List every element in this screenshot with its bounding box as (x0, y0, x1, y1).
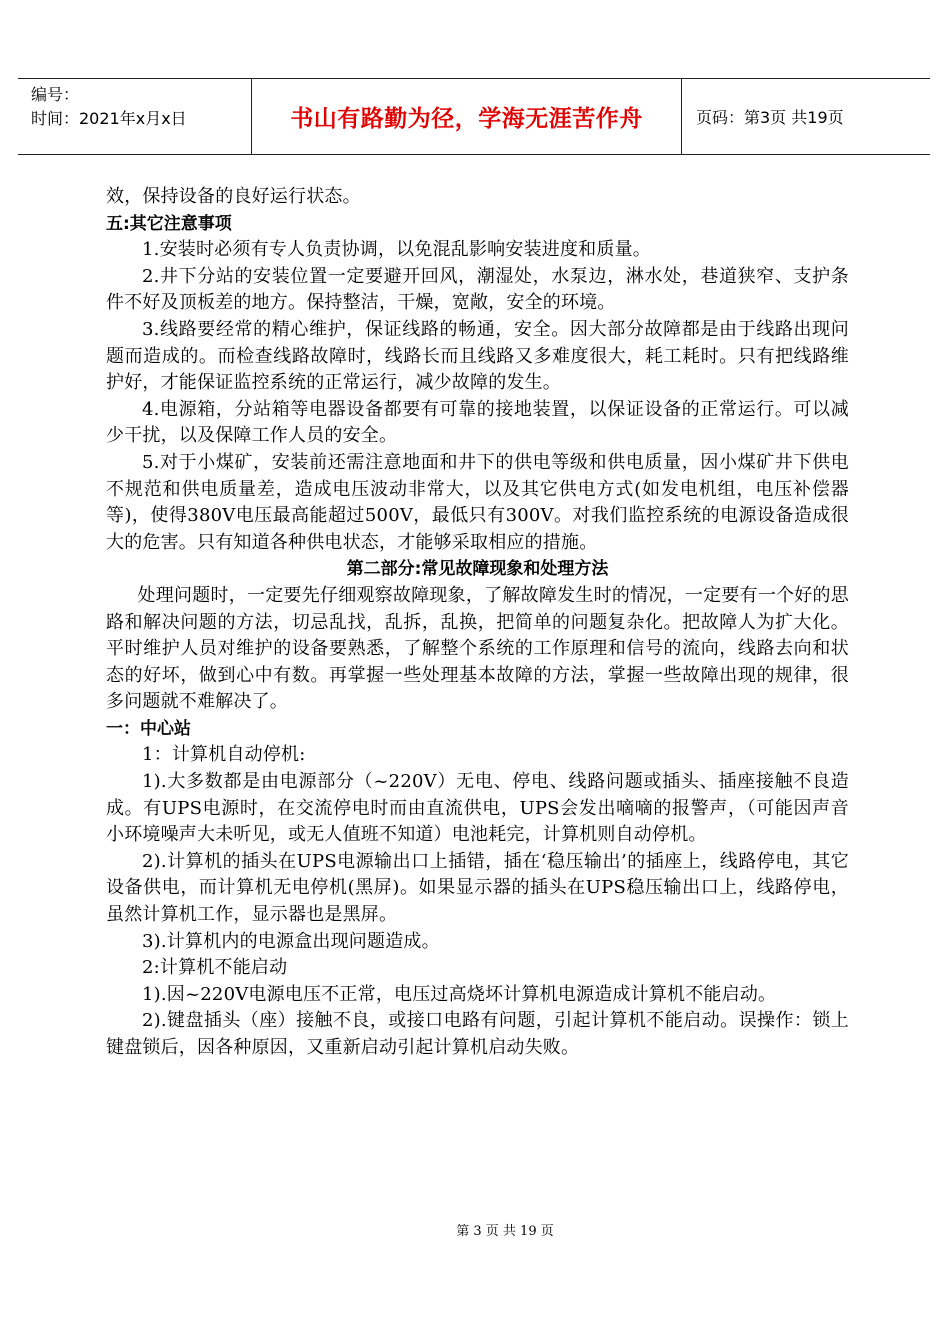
list-item: 3.线路要经常的精心维护，保证线路的畅通，安全。因大部分故障都是由于线路出现问题而造成的。而检查线路故障时，线路长而且线路又多难度很大，耗工耗时。只有把线路维护好，才能保证监控系统的正常运行，减少故障的发生。 (106, 318, 849, 394)
list-item: 5.对于小煤矿，安装前还需注意地面和井下的供电等级和供电质量，因小煤矿井下供电不规范和供电质量差，造成电压波动非常大，以及其它供电方式(如发电机组，电压补偿器等)，使得380V电压最高能超过500V，最低只有300V。对我们监控系统的电源设备造成很大的危害。只有知道各种供电状态，才能够采取相应的措施。 (106, 451, 849, 553)
document-time-label: 时间：2021年x月x日 (31, 109, 187, 128)
list-item: 3).计算机内的电源盒出现问题造成。 (142, 930, 440, 952)
list-item: 2).键盘插头（座）接触不良，或接口电路有问题，引起计算机不能启动。误操作：锁上键盘锁后，因各种原因，又重新启动引起计算机启动失败。 (106, 1010, 849, 1058)
document-number-label: 编号： (31, 85, 80, 104)
page-header (18, 78, 930, 155)
list-item: 1).因~220V电源电压不正常，电压过高烧坏计算机电源造成计算机不能启动。 (142, 983, 777, 1005)
subsection-heading: 2:计算机不能启动 (142, 957, 288, 979)
document-body (106, 184, 849, 1062)
section-heading: 五:其它注意事项 (106, 213, 232, 234)
list-item: 4.电源箱，分站箱等电器设备都要有可靠的接地装置，以保证设备的正常运行。可以减少干扰，以及保障工作人员的安全。 (106, 398, 849, 447)
section-heading: 一：中心站 (106, 718, 191, 739)
header-page-code: 页码：第3页 共19页 (696, 108, 844, 127)
list-item: 1).大多数都是由电源部分（~220V）无电、停电、线路问题或插头、插座接触不良造成。有UPS电源时，在交流停电时而由直流供电，UPS会发出嘀嘀的报警声，（可能因声音小环境噪声大未听见，或无人值班不知道）电池耗完，计算机则自动停机。 (106, 771, 849, 846)
part-heading: 第二部分:常见故障现象和处理方法 (346, 559, 609, 580)
list-item: 1.安装时必须有专人负责协调，以免混乱影响安装进度和质量。 (142, 239, 651, 261)
header-motto: 书山有路勤为径，学海无涯苦作舟 (252, 79, 682, 154)
paragraph: 效，保持设备的良好运行状态。 (106, 186, 361, 207)
list-item: 2).计算机的插头在UPS电源输出口上插错，插在‘稳压输出’的插座上，线路停电，其它设备供电，而计算机无电停机(黑屏)。如果显示器的插头在UPS稳压输出口上，线路停电，虽然计算机工作，显示器也是黑屏。 (106, 850, 849, 926)
paragraph: 处理问题时，一定要先仔细观察故障现象，了解故障发生时的情况，一定要有一个好的思路和解决问题的方法，切忌乱找，乱拆，乱换，把简单的问题复杂化。把故障人为扩大化。平时维护人员对维护的设备要熟悉，了解整个系统的工作原理和信号的流向，线路去向和状态的好坏，做到心中有数。再掌握一些处理基本故障的方法，掌握一些故障出现的规律，很多问题就不难解决了。 (106, 584, 849, 713)
subsection-heading: 1：计算机自动停机: (142, 744, 306, 766)
page-footer: 第 3 页 共 19 页 (456, 1224, 554, 1239)
list-item: 2.井下分站的安装位置一定要避开回风，潮湿处，水泵边，淋水处，巷道狭窄、支护条件不好及顶板差的地方。保持整洁，干燥，宽敞，安全的环境。 (106, 265, 849, 314)
header-meta (18, 79, 252, 154)
